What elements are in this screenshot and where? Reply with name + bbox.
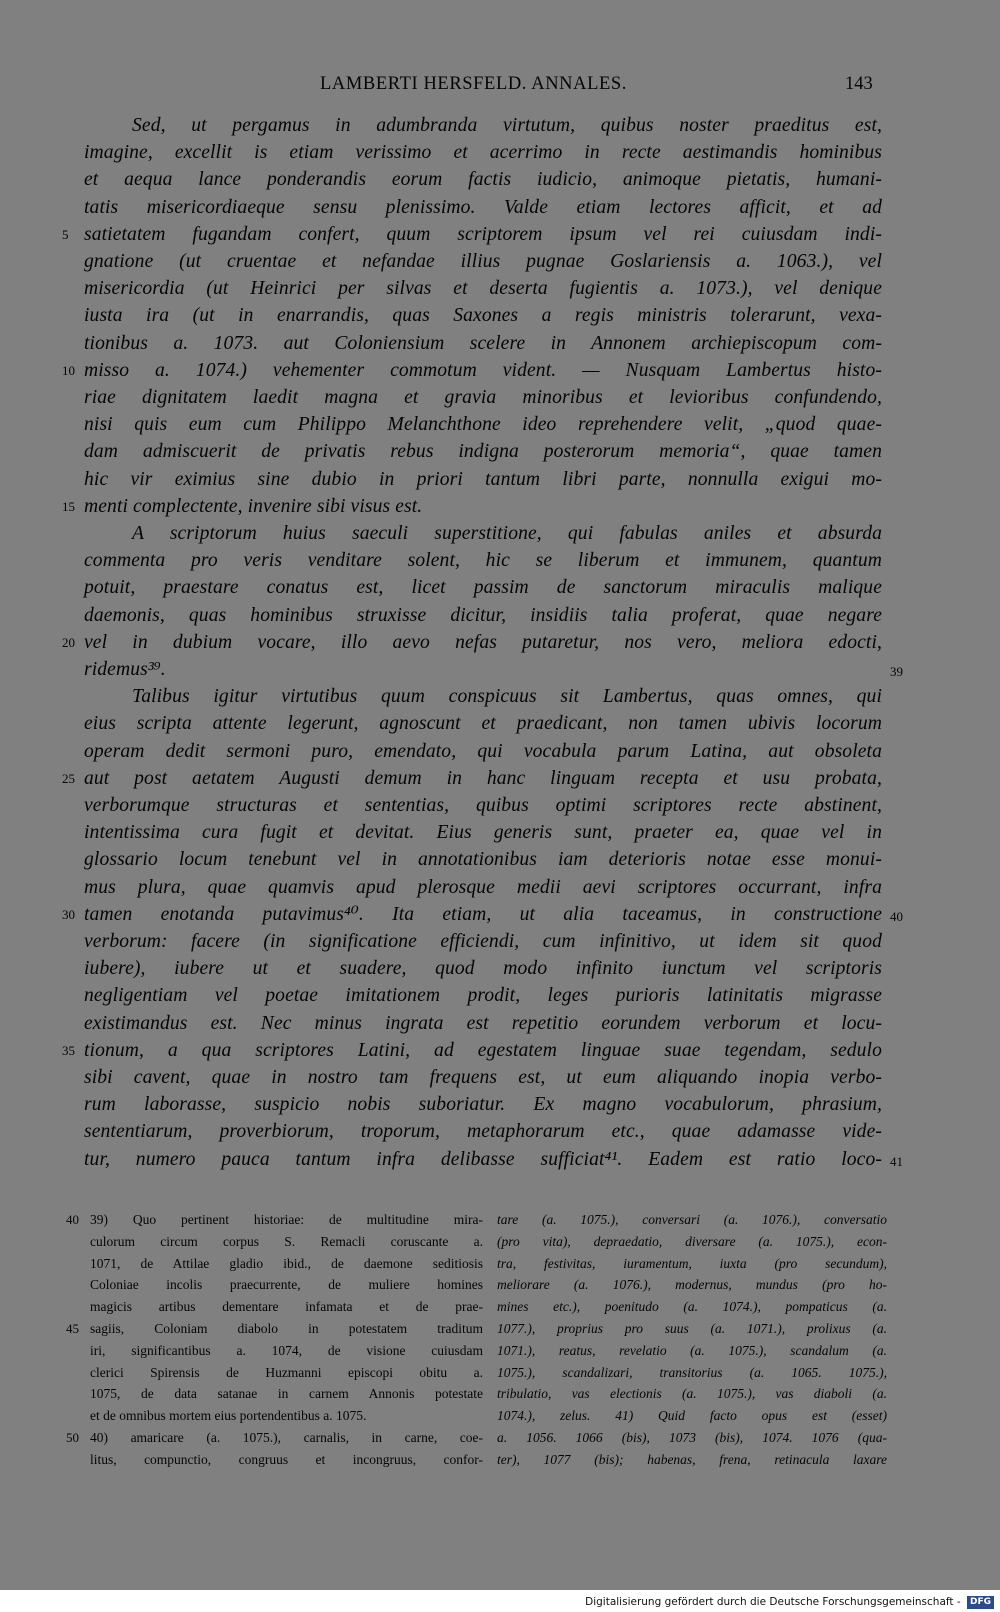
footnote-line: sagiis, Coloniam diabolo in potestatem traditum [90,1320,483,1336]
text-line: operam dedit sermoni puro, emendato, qui vocabula parum Latina, aut obsoleta [84,740,882,762]
running-title: LAMBERTI HERSFELD. ANNALES. [320,74,627,94]
line-number: 15 [62,498,75,514]
footnote-column-left [90,1209,483,1471]
footnote-line: magicis artibus dementare infamata et de prae- [90,1299,483,1315]
footnote-line: tribulatio, vas electionis (a. 1075.), vas diaboli (a. [497,1386,887,1402]
text-line: dam admiscuerit de privatis rebus indigna posterorum memoria“, quae tamen [84,441,882,463]
footnote-line: 1075, de data satanae in carnem Annonis potestate [90,1386,483,1402]
credit-text: Digitalisierung gefördert durch die Deutsche Forschungsgemeinschaft - [585,1596,961,1608]
text-line: tamen enotanda putavimus⁴⁰. Ita etiam, ut alia taceamus, in constructione [84,903,882,925]
footnote-line: iri, significantibus a. 1074, de visione cuiusdam [90,1342,483,1358]
footnote-line: 1071.), reatus, revelatio (a. 1075.), scandalum (a. [497,1342,887,1358]
footnote-line: litus, compunctio, congruus et incongruus, confor- [90,1451,483,1467]
text-line: hic vir eximius sine dubio in priori tantum libri parte, nonnulla exigui mo- [84,468,882,490]
footnote-line: meliorare (a. 1076.), modernus, mundus (pro ho- [497,1277,887,1293]
margin-reference: 40 [890,908,903,924]
text-line: misso a. 1074.) vehementer commotum vident. — Nusquam Lambertus histo- [84,359,882,381]
line-number: 30 [62,906,75,922]
text-line: tionibus a. 1073. aut Coloniensium scelere in Annonem archiepiscopum com- [84,332,882,354]
text-line: rum laborasse, suspicio nobis suboriatur. Ex magno vocabulorum, phrasium, [84,1094,882,1116]
text-line: verborumque structuras et sententias, quibus optimi scriptores recte abstinent, [84,795,882,816]
footnote-line: a. 1056. 1066 (bis), 1073 (bis), 1074. 1076 (qua- [497,1429,887,1445]
footnote-line: mines etc.), poenitudo (a. 1074.), pompaticus (a. [497,1299,887,1315]
page-number: 143 [845,74,873,94]
text-line: iusta ira (ut in enarrandis, quas Saxones a regis ministris tolerarunt, vexa- [84,305,882,327]
text-line: gnatione (ut cruentae et nefandae illius pugnae Goslariensis a. 1063.), vel [84,251,882,272]
text-line: tatis misericordiaeque sensu plenissimo. Valde etiam lectores afficit, et ad [84,196,882,218]
text-line: eius scripta attente legerunt, agnoscunt et praedicant, non tamen ubivis locorum [84,713,882,735]
text-line: misericordia (ut Heinrici per silvas et deserta fugientis a. 1073.), vel denique [84,278,882,300]
text-line: tionum, a qua scriptores Latini, ad egestatem linguae suae tegendam, sedulo [84,1039,882,1061]
digitization-credit [585,1594,994,1610]
line-number: 5 [62,226,69,242]
footnote-line: (pro vita), depraedatio, diversare (a. 1075.), econ- [497,1233,887,1249]
dfg-logo: DFG [967,1596,994,1609]
text-line: sibi cavent, quae in nostro tam frequens est, ut eum aliquando inopia verbo- [84,1067,882,1088]
footnote-line-number: 50 [66,1430,79,1445]
text-line: potuit, praestare conatus est, licet passim de sanctorum miraculis malique [84,577,882,599]
text-line: tur, numero pauca tantum infra delibasse sufficiat⁴¹. Eadem est ratio loco- [84,1148,882,1170]
text-line: mus plura, quae quamvis apud plerosque medii aevi scriptores occurrant, infra [84,876,882,898]
text-line: existimandus est. Nec minus ingrata est repetitio eorundem verborum et locu- [84,1012,882,1034]
text-line: vel in dubium vocare, illo aevo nefas putaretur, nos vero, meliora edocti, [84,631,882,653]
footnote-line: ter), 1077 (bis); habenas, frena, retinacula laxare [497,1451,887,1467]
line-number: 35 [62,1042,75,1058]
line-number: 10 [62,362,75,378]
footnote-line-number: 40 [66,1212,79,1227]
footnote-line: et de omnibus mortem eius portendentibus a. 1075. [90,1408,367,1424]
footnote-line: 39) Quo pertinent historiae: de multitudine mira- [90,1212,483,1227]
text-line: negligentiam vel poetae imitationem prodit, leges purioris latinitatis migrasse [84,985,882,1007]
line-number: 20 [62,634,75,650]
text-line: A scriptorum huius saeculi superstitione, qui fabulas aniles et absurda [132,523,882,544]
line-number: 25 [62,770,75,786]
text-line: iubere), iubere ut et suadere, quod modo infinito iunctum vel scriptoris [84,958,882,980]
text-line: Talibus igitur virtutibus quum conspicuus sit Lambertus, quas omnes, qui [132,686,882,708]
footnote-line-number: 45 [66,1321,79,1336]
text-line: imagine, excellit is etiam verissimo et acerrimo in recte aestimandis hominibus [84,142,882,164]
text-line: nisi quis eum cum Philippo Melanchthone ideo reprehendere velit, „quod quae- [84,414,882,436]
footnote-line: tra, festivitas, iuramentum, iuxta (pro secundum), [497,1255,887,1271]
margin-reference: 39 [890,664,903,679]
text-line: verborum: facere (in significatione efficiendi, cum infinitivo, ut idem sit quod [84,931,882,952]
footnote-line: 1075.), scandalizari, transitorius (a. 1065. 1075.), [497,1364,887,1380]
text-line: sententiarum, proverbiorum, troporum, metaphorarum etc., quae adamasse vide- [84,1121,882,1143]
footnote-line: culorum circum corpus S. Remacli coruscante a. [90,1233,483,1249]
footnote-line: 1077.), proprius pro suus (a. 1071.), prolixus (a. [497,1320,887,1336]
text-line: aut post aetatem Augusti demum in hanc linguam recepta et usu probata, [84,767,882,789]
text-line: daemonis, quas hominibus struxisse dicitur, insidiis talia proferat, quae negare [84,604,882,626]
footnote-column-right [497,1209,887,1471]
footnote-line: 1074.), zelus. 41) Quid facto opus est (esset) [497,1408,887,1424]
text-line: Sed, ut pergamus in adumbranda virtutum, quibus noster praeditus est, [132,115,882,136]
text-line: ridemus³⁹. [84,659,166,680]
text-line: commenta pro veris venditare solent, hic se liberum et immunem, quantum [84,550,882,572]
text-line: riae dignitatem laedit magna et gravia minoribus et levioribus confundendo, [84,387,882,408]
text-line: intentissima cura fugit et devitat. Eius generis sunt, praeter ea, quae vel in [84,822,882,844]
page-header [0,74,1000,104]
footnote-line: 40) amaricare (a. 1075.), carnalis, in carne, coe- [90,1429,483,1445]
margin-reference: 41 [890,1153,903,1169]
footnote-line: clerici Spirensis de Huzmanni episcopi obitu a. [90,1364,483,1380]
text-line: menti complectente, invenire sibi visus est. [84,495,423,517]
footnote-line: Coloniae incolis praecurrente, de muliere homines [90,1277,483,1293]
text-line: satietatem fugandam confert, quum scriptorem ipsum vel rei cuiusdam indi- [84,223,882,245]
text-line: et aequa lance ponderandis eorum factis iudicio, animoque pietatis, humani- [84,169,882,191]
text-line: glossario locum tenebunt vel in annotationibus iam deterioris notae esse monui- [84,849,882,871]
footnote-line: tare (a. 1075.), conversari (a. 1076.), conversatio [497,1212,887,1227]
footnote-line: 1071, de Attilae gladio ibid., de daemone seditiosis [90,1255,483,1271]
